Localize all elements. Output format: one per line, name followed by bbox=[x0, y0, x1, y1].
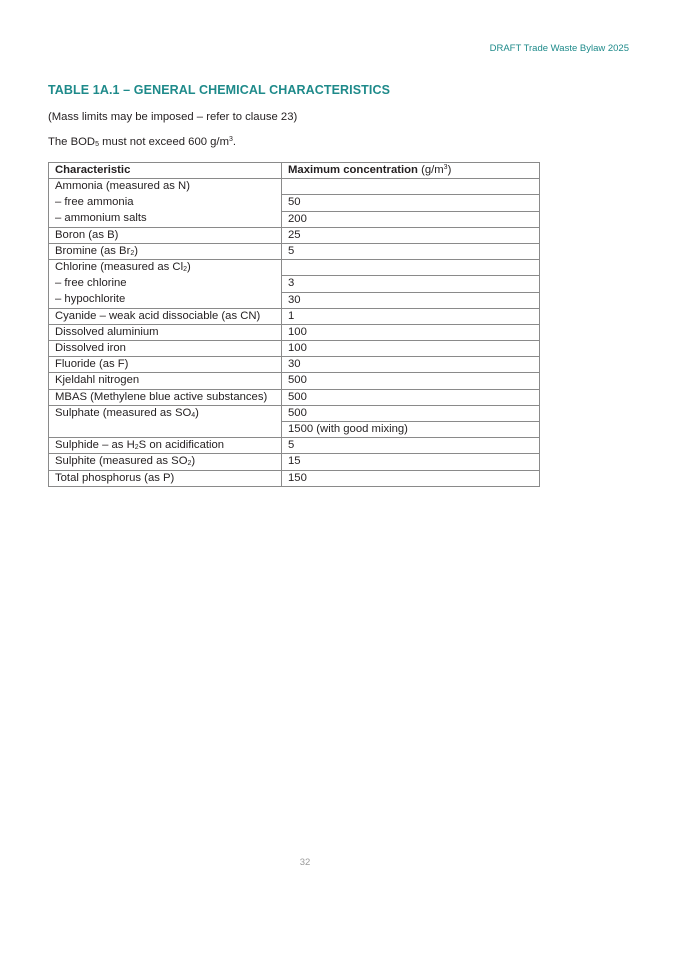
running-header: DRAFT Trade Waste Bylaw 2025 bbox=[489, 43, 629, 54]
characteristic-cell: Bromine (as $Br_2$) bbox=[49, 243, 282, 259]
value-cell: 500 bbox=[282, 373, 540, 389]
bod-statement: The $BOD_5$ must not exceed 600 $g/m^3$. bbox=[48, 136, 237, 149]
value-cell: 5 bbox=[282, 243, 540, 259]
table-row bbox=[49, 470, 540, 486]
table-row bbox=[49, 373, 540, 389]
value-cell: 30 bbox=[282, 357, 540, 373]
characteristic-cell: Sulphite (measured as $SO_2$) bbox=[49, 454, 282, 470]
value-cell: 500 bbox=[282, 389, 540, 405]
value-cell: 150 bbox=[282, 470, 540, 486]
table-title: TABLE 1A.1 – GENERAL CHEMICAL CHARACTERISTICS bbox=[48, 83, 391, 97]
table-row bbox=[49, 357, 540, 373]
characteristic-cell: Fluoride (as F) bbox=[49, 357, 282, 373]
table-row bbox=[49, 179, 540, 195]
characteristic-cell: Chlorine (measured as $Cl_2$) bbox=[49, 260, 282, 276]
value-cell: 50 bbox=[282, 195, 540, 211]
table-row bbox=[49, 227, 540, 243]
characteristic-cell: Boron (as B) bbox=[49, 227, 282, 243]
value-cell: 500 bbox=[282, 405, 540, 421]
value-cell: 100 bbox=[282, 324, 540, 340]
table-row bbox=[49, 389, 540, 405]
table-row bbox=[49, 260, 540, 276]
characteristic-cell: – ammonium salts bbox=[49, 211, 282, 227]
characteristic-cell: Dissolved iron bbox=[49, 341, 282, 357]
value-cell: 1500 (with good mixing) bbox=[282, 422, 540, 438]
value-cell: 25 bbox=[282, 227, 540, 243]
table-row bbox=[49, 211, 540, 227]
value-cell: 30 bbox=[282, 292, 540, 308]
value-cell: 5 bbox=[282, 438, 540, 454]
characteristic-cell: Sulphide – as $H_2S$ on acidification bbox=[49, 438, 282, 454]
characteristic-cell: – free chlorine bbox=[49, 276, 282, 292]
table-header-row bbox=[49, 163, 540, 179]
characteristic-cell: Sulphate (measured as $SO_4$) bbox=[49, 405, 282, 421]
characteristic-cell: Cyanide – weak acid dissociable (as CN) bbox=[49, 308, 282, 324]
characteristic-cell: Total phosphorus (as P) bbox=[49, 470, 282, 486]
value-cell bbox=[282, 179, 540, 195]
characteristic-column-header: Characteristic bbox=[49, 163, 282, 179]
chemical-characteristics-table bbox=[48, 162, 540, 487]
table-row bbox=[49, 324, 540, 340]
characteristic-cell: – hypochlorite bbox=[49, 292, 282, 308]
table-row bbox=[49, 341, 540, 357]
max-concentration-column-header: Maximum concentration $(g/m^3)$ bbox=[282, 163, 540, 179]
page-number: 32 bbox=[299, 857, 311, 868]
value-cell: 3 bbox=[282, 276, 540, 292]
table-row bbox=[49, 276, 540, 292]
table-row bbox=[49, 308, 540, 324]
table-row bbox=[49, 422, 540, 438]
table-row bbox=[49, 195, 540, 211]
table-row bbox=[49, 438, 540, 454]
value-cell: 100 bbox=[282, 341, 540, 357]
characteristic-cell bbox=[49, 422, 282, 438]
characteristic-cell: MBAS (Methylene blue active substances) bbox=[49, 389, 282, 405]
characteristic-cell: Kjeldahl nitrogen bbox=[49, 373, 282, 389]
characteristic-cell: Dissolved aluminium bbox=[49, 324, 282, 340]
table-row bbox=[49, 292, 540, 308]
characteristic-cell: Ammonia (measured as N) bbox=[49, 179, 282, 195]
value-cell: 200 bbox=[282, 211, 540, 227]
characteristic-cell: – free ammonia bbox=[49, 195, 282, 211]
table-row bbox=[49, 454, 540, 470]
value-cell: 1 bbox=[282, 308, 540, 324]
mass-limits-note: (Mass limits may be imposed – refer to clause 23) bbox=[48, 111, 298, 123]
table-row bbox=[49, 243, 540, 259]
value-cell bbox=[282, 260, 540, 276]
value-cell: 15 bbox=[282, 454, 540, 470]
table-row bbox=[49, 405, 540, 421]
